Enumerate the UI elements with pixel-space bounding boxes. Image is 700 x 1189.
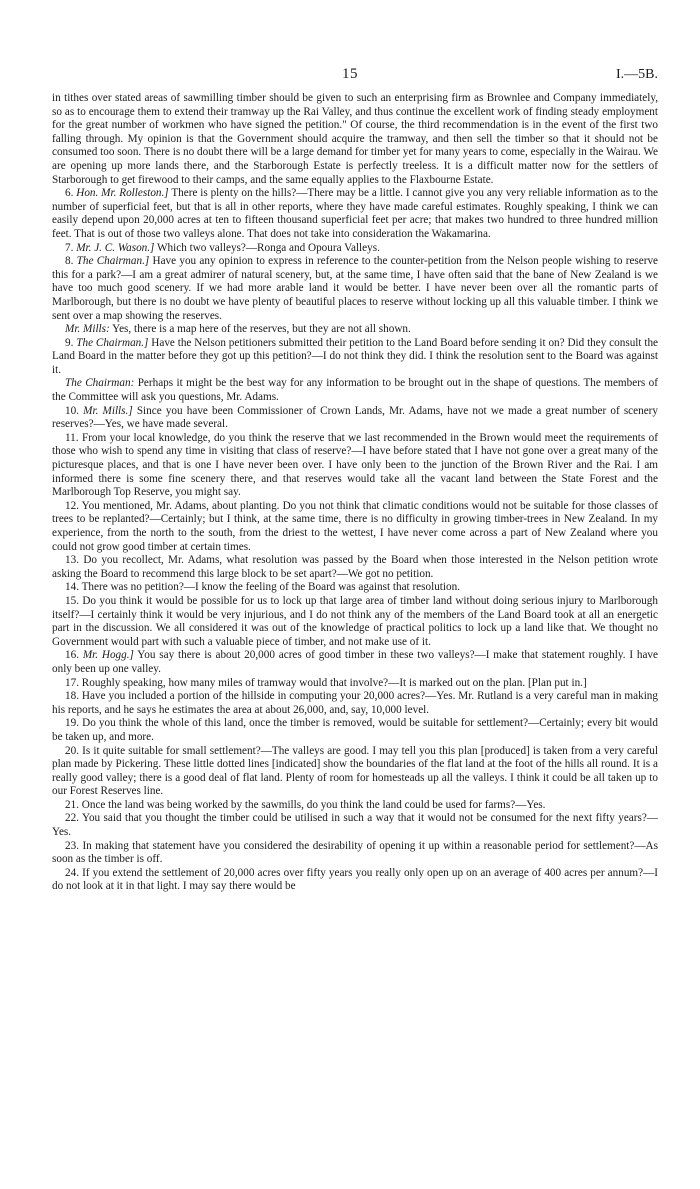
paragraph — [52, 255, 658, 323]
document-reference: I.—5B. — [616, 67, 658, 82]
paragraph-text: Which two valleys?—Ronga and Opoura Valleys. — [154, 241, 380, 254]
paragraph — [52, 554, 658, 581]
paragraph — [52, 581, 658, 595]
question-number: 7. — [65, 241, 77, 254]
speaker-name: Mr. Mills.] — [83, 404, 133, 417]
paragraph — [52, 595, 658, 649]
paragraph — [52, 649, 658, 676]
paragraph-text: There is plenty on the hills?—There may be a little. I cannot give you any very reliable information as to the number of superficial feet, but that is all in other reports, where they have made careful estimates. Roughly speaking, I think we can easily depend upon 20,000 acres at ten to fifteen thousand superficial feet per acre; that makes two hundred to three hundred million feet. That is out of those two valleys alone. That does not take into consideration the Wakamarina. — [52, 187, 659, 240]
paragraph — [52, 405, 658, 432]
speaker-name: Mr. Mills: — [65, 323, 110, 336]
speaker-name: The Chairman.] — [76, 336, 149, 349]
speaker-name: Mr. Hogg.] — [82, 649, 134, 662]
paragraph-text: 12. You mentioned, Mr. Adams, about planting. Do you not think that climatic conditions would not be suitable for those classes of trees to be replanted?—Certainly; but I think, at the same time, there is no difficulty in growing timber-trees in New Zealand. In my experience, from the north to the south, from the driest to the wettest, I have never come across a part of New Zealand where you could not grow good timber at certain times. — [52, 499, 658, 553]
paragraph-text: in tithes over stated areas of sawmilling timber should be given to such an enterprising firm as Brownlee and Company immediately, so as to encourage them to extend their tramway up the Rai Valley, and thus continue the excellent work of finding steady employment for the great number of workmen who have signed the petition." Of course, the third recommendation is in the event of the first two falling through. My opinion is that the Government should acquire the tramway, and then sell the timber so that it should not be consumed too soon. There is no doubt there will be a large demand for timber yet for many years to come, especially in the Wairau. We are opening up more lands there, and the Starborough Estate is perfectly treeless. It is a difficult matter now for the settlers of Starborough to get firewood to their camps, and the same equally applies to the Flaxbourne Estate. — [52, 92, 658, 186]
question-number: 8. — [65, 255, 77, 268]
question-number: 16. — [65, 649, 83, 662]
paragraph-text: 15. Do you think it would be possible for us to lock up that large area of timber land without doing serious injury to Marlborough itself?—I certainly think it would be very injurious, and I do not think any of the members of the Land Board took at all an energetic part in the discussion. We all considered it was out of the knowledge of practical politics to lock up a land like that. We thought no Government would part with such a valuable piece of timber, and not make use of it. — [52, 594, 658, 648]
paragraph-text: 11. From your local knowledge, do you think the reserve that we last recommended in the Brown would meet the requirements of those who wish to spend any time in visiting that class of reserve?—I have before stated that I have not gone over a great many of the picturesque places, and that is one I have never been over. I have only been to the junction of the Brown River and the Rai. I am informed there is some fine scenery there, and that reserves would take all the vacant land between the State Forest and the Marlborough Top Reserve, you might say. — [52, 431, 658, 499]
paragraph-text: Perhaps it might be the best way for any information to be brought out in the shape of questions. The members of the Committee will ask you questions, Mr. Adams. — [52, 377, 658, 404]
paragraph — [52, 500, 658, 554]
page-number: 15 — [342, 66, 358, 82]
speaker-name: The Chairman.] — [76, 255, 150, 268]
paragraph — [52, 187, 658, 241]
paragraph — [52, 745, 658, 799]
paragraph — [52, 677, 658, 691]
question-number: 10. — [65, 404, 84, 417]
body-text — [52, 92, 658, 894]
speaker-name: Mr. J. C. Wason.] — [76, 241, 155, 254]
paragraph — [52, 323, 658, 337]
paragraph-text: 18. Have you included a portion of the hillside in computing your 20,000 acres?—Yes. Mr. Rutland is a very careful man in making his reports, and he says he estimates the area at about 26,000, and, say, 10,000 level. — [52, 690, 658, 716]
speaker-name: Hon. Mr. Rolleston.] — [76, 187, 169, 200]
paragraph — [52, 242, 658, 256]
paragraph-text: Yes, there is a map here of the reserves, but they are not all shown. — [109, 323, 411, 336]
paragraph-text: 13. Do you recollect, Mr. Adams, what resolution was passed by the Board when those interested in the Nelson petition wrote asking the Board to recommend this large block to be set apart?—We got no petition. — [52, 554, 658, 580]
paragraph-text: 22. You said that you thought the timber could be utilised in such a way that it would not be consumed for the next fifty years?—Yes. — [52, 812, 658, 839]
question-number: 9. — [65, 336, 77, 349]
paragraph-text: 23. In making that statement have you considered the desirability of opening it up within a reasonable period for settlement?—As soon as the timber is off. — [52, 839, 658, 866]
paragraph — [52, 377, 658, 404]
paragraph-text: 21. Once the land was being worked by the sawmills, do you think the land could be used for farms?—Yes. — [65, 798, 546, 811]
paragraph-text: Since you have been Commissioner of Crown Lands, Mr. Adams, have not we made a great number of scenery reserves?—Yes, we have made several. — [52, 404, 658, 431]
paragraph — [52, 799, 658, 813]
paragraph — [52, 840, 658, 867]
paragraph-text: 14. There was no petition?—I know the feeling of the Board was against that resolution. — [65, 581, 460, 594]
paragraph-text: 20. Is it quite suitable for small settlement?—The valleys are good. I may tell you this plan [produced] is taken from a very careful plan made by Pickering. These little dotted lines [indicated] show the boundaries of the flat land at the foot of the hills all round. It is a really good valley; there is a good deal of flat land. Plenty of room for homesteads up all the valleys. I think it could be all taken up to our Forest Reserves line. — [52, 744, 658, 798]
speaker-name: The Chairman: — [65, 377, 135, 390]
paragraph — [52, 867, 658, 894]
paragraph-text: 17. Roughly speaking, how many miles of tramway would that involve?—It is marked out on the plan. [Plan put in.] — [65, 676, 587, 689]
paragraph-text: 24. If you extend the settlement of 20,000 acres over fifty years you really only open up on an average of 400 acres per annum?—I do not look at it in that light. I may say there would be — [52, 866, 658, 893]
paragraph-text: You say there is about 20,000 acres of good timber in these two valleys?—I make that statement roughly. I have only been up one valley. — [52, 649, 658, 675]
paragraph — [52, 812, 658, 839]
paragraph-text: 19. Do you think the whole of this land, once the timber is removed, would be suitable for settlement?—Certainly; every bit would be taken up, and more. — [52, 717, 658, 743]
paragraph — [52, 717, 658, 744]
paragraph-text: Have you any opinion to express in reference to the counter-petition from the Nelson people wishing to reserve this for a park?—I am a great admirer of natural scenery, but, at the same time, I have often said that the bane of New Zealand is we have too much good scenery. If we had more arable land it would be better. I have never been over all the romantic parts of Marlborough, but there is no doubt we have plenty of beautiful places to reserve without locking up all this valuable timber. I think we sent over a map showing the reserves. — [52, 255, 659, 322]
paragraph — [52, 690, 658, 717]
paragraph — [52, 337, 658, 378]
paragraph — [52, 432, 658, 500]
paragraph-text: Have the Nelson petitioners submitted their petition to the Land Board before sending it on? Did they consult the Land Board in the matter before they got up this petition?—I do not think they did. I think the resolution sent to the Board was against it. — [52, 336, 659, 376]
question-number: 6. — [65, 187, 77, 200]
paragraph — [52, 92, 658, 187]
